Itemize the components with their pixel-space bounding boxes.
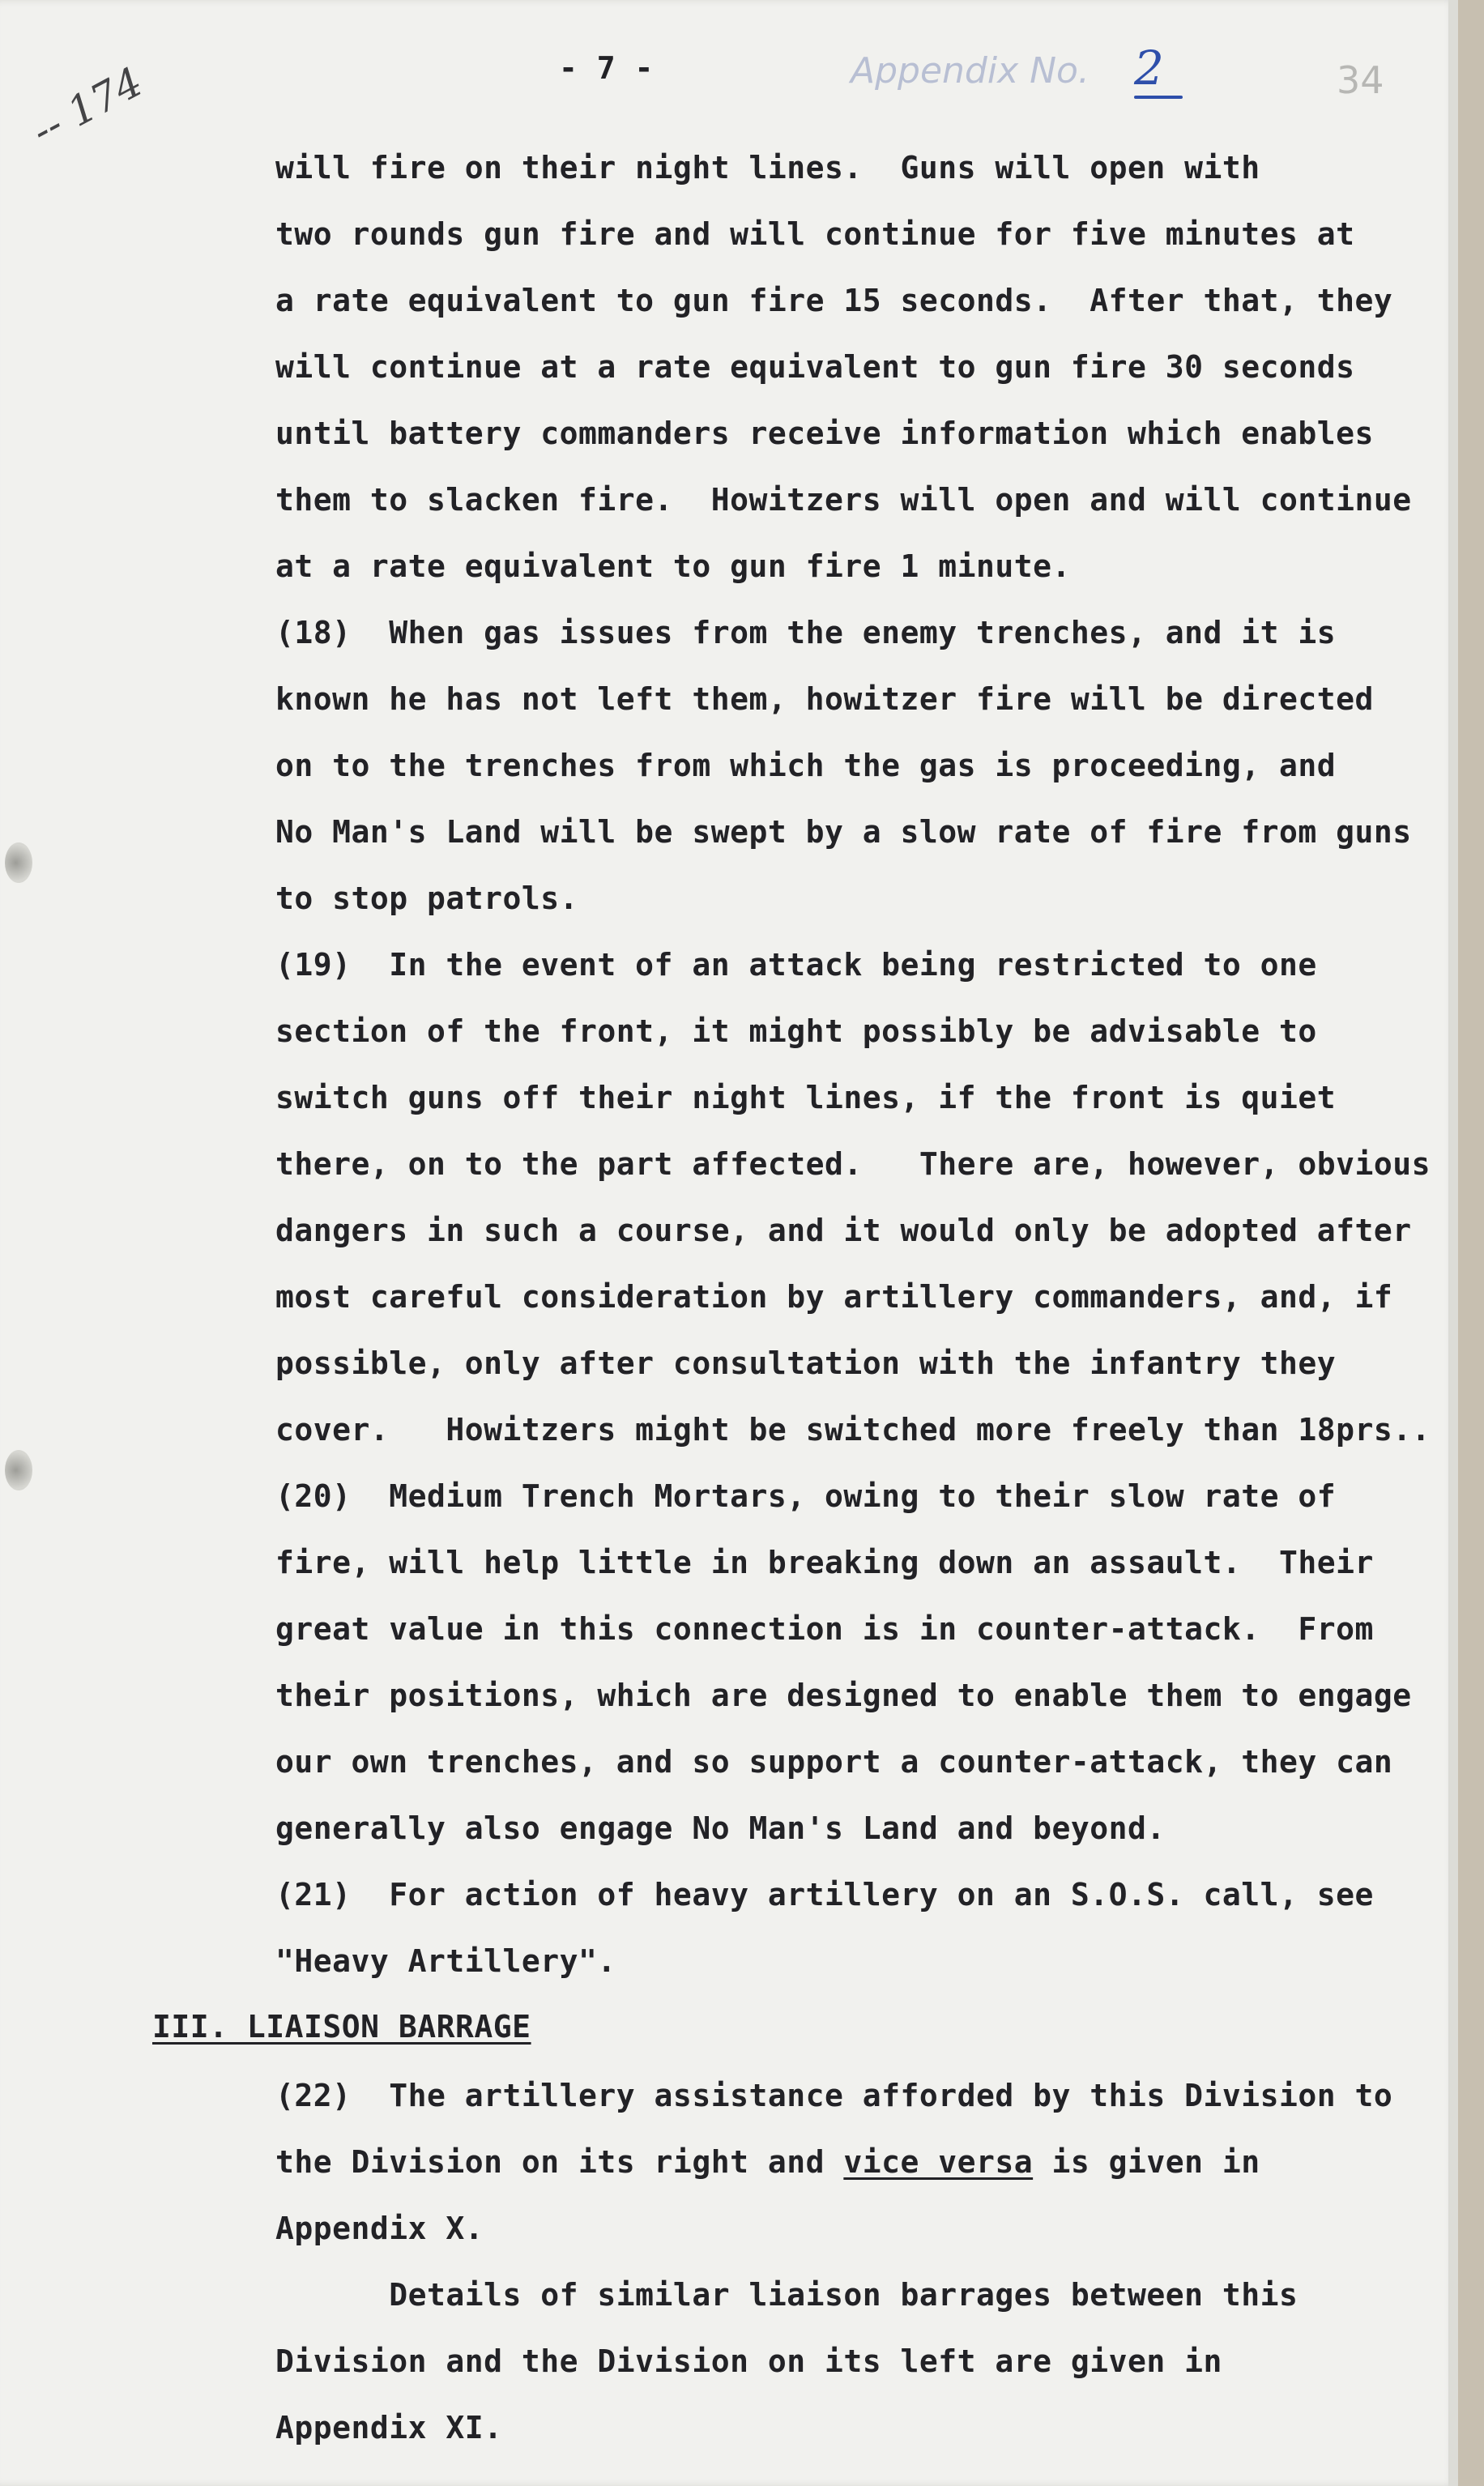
punch-hole: [5, 1450, 32, 1490]
paragraph-21-line: (21) For action of heavy artillery on an S.O.S. call, see: [275, 1877, 1374, 1912]
text-line: No Man's Land will be swept by a slow rate of fire from guns: [275, 814, 1412, 850]
folio-number: 34: [1337, 58, 1384, 102]
text-line: until battery commanders receive information which enables: [275, 416, 1374, 451]
text-line: to stop patrols.: [275, 881, 579, 916]
page-number: - 7 -: [559, 50, 654, 86]
text-line: there, on to the part affected. There are, however, obvious: [275, 1146, 1431, 1182]
text-line: two rounds gun fire and will continue for five minutes at: [275, 216, 1355, 252]
handwritten-reference: -- 174: [24, 58, 151, 156]
text-line: them to slacken fire. Howitzers will open and will continue: [275, 482, 1412, 518]
text-line: our own trenches, and so support a counter-attack, they can: [275, 1744, 1393, 1780]
text-line: Appendix XI.: [275, 2410, 503, 2445]
text-line: fire, will help little in breaking down an assault. Their: [275, 1545, 1374, 1580]
text-line: will continue at a rate equivalent to gun fire 30 seconds: [275, 349, 1355, 385]
binder-backing: [1458, 0, 1484, 2486]
emphasized-phrase: vice versa: [843, 2144, 1034, 2180]
text-line: cover. Howitzers might be switched more freely than 18prs..: [275, 1412, 1431, 1448]
text-line: Division and the Division on its left are given in: [275, 2343, 1222, 2379]
text-line: known he has not left them, howitzer fire will be directed: [275, 681, 1374, 717]
text-line: great value in this connection is in counter-attack. From: [275, 1611, 1374, 1647]
text-span: is given in: [1033, 2144, 1260, 2180]
text-line: their positions, which are designed to enable them to engage: [275, 1678, 1412, 1713]
paragraph-20-line: (20) Medium Trench Mortars, owing to their slow rate of: [275, 1478, 1337, 1514]
text-line: most careful consideration by artillery commanders, and, if: [275, 1279, 1393, 1315]
text-line: possible, only after consultation with the infantry they: [275, 1345, 1337, 1381]
text-line: dangers in such a course, and it would only be adopted after: [275, 1213, 1412, 1248]
paragraph-18-line: (18) When gas issues from the enemy trenches, and it is: [275, 615, 1337, 650]
text-line: generally also engage No Man's Land and beyond.: [275, 1810, 1166, 1846]
appendix-number-underline: [1134, 96, 1183, 99]
punch-hole: [5, 842, 32, 883]
paragraph-22-line: (22) The artillery assistance afforded by this Division to: [275, 2078, 1393, 2113]
text-line: on to the trenches from which the gas is proceeding, and: [275, 748, 1337, 783]
text-line: [275, 2144, 1260, 2180]
text-line: section of the front, it might possibly be advisable to: [275, 1013, 1317, 1049]
text-line: Appendix X.: [275, 2211, 484, 2246]
text-line: switch guns off their night lines, if the front is quiet: [275, 1080, 1337, 1115]
page-edge: [1448, 0, 1458, 2486]
appendix-number: 2: [1134, 41, 1164, 96]
text-line: at a rate equivalent to gun fire 1 minute.: [275, 548, 1071, 584]
text-span: the Division on its right and: [275, 2144, 844, 2180]
paragraph-19-line: (19) In the event of an attack being restricted to one: [275, 947, 1317, 983]
text-line: a rate equivalent to gun fire 15 seconds. After that, they: [275, 283, 1393, 318]
appendix-stamp: Appendix No.: [851, 50, 1090, 92]
text-line: "Heavy Artillery".: [275, 1943, 616, 1979]
section-heading: III. LIAISON BARRAGE: [152, 2009, 531, 2045]
text-line: Details of similar liaison barrages between this: [275, 2277, 1298, 2313]
text-line: will fire on their night lines. Guns will open with: [275, 150, 1260, 185]
